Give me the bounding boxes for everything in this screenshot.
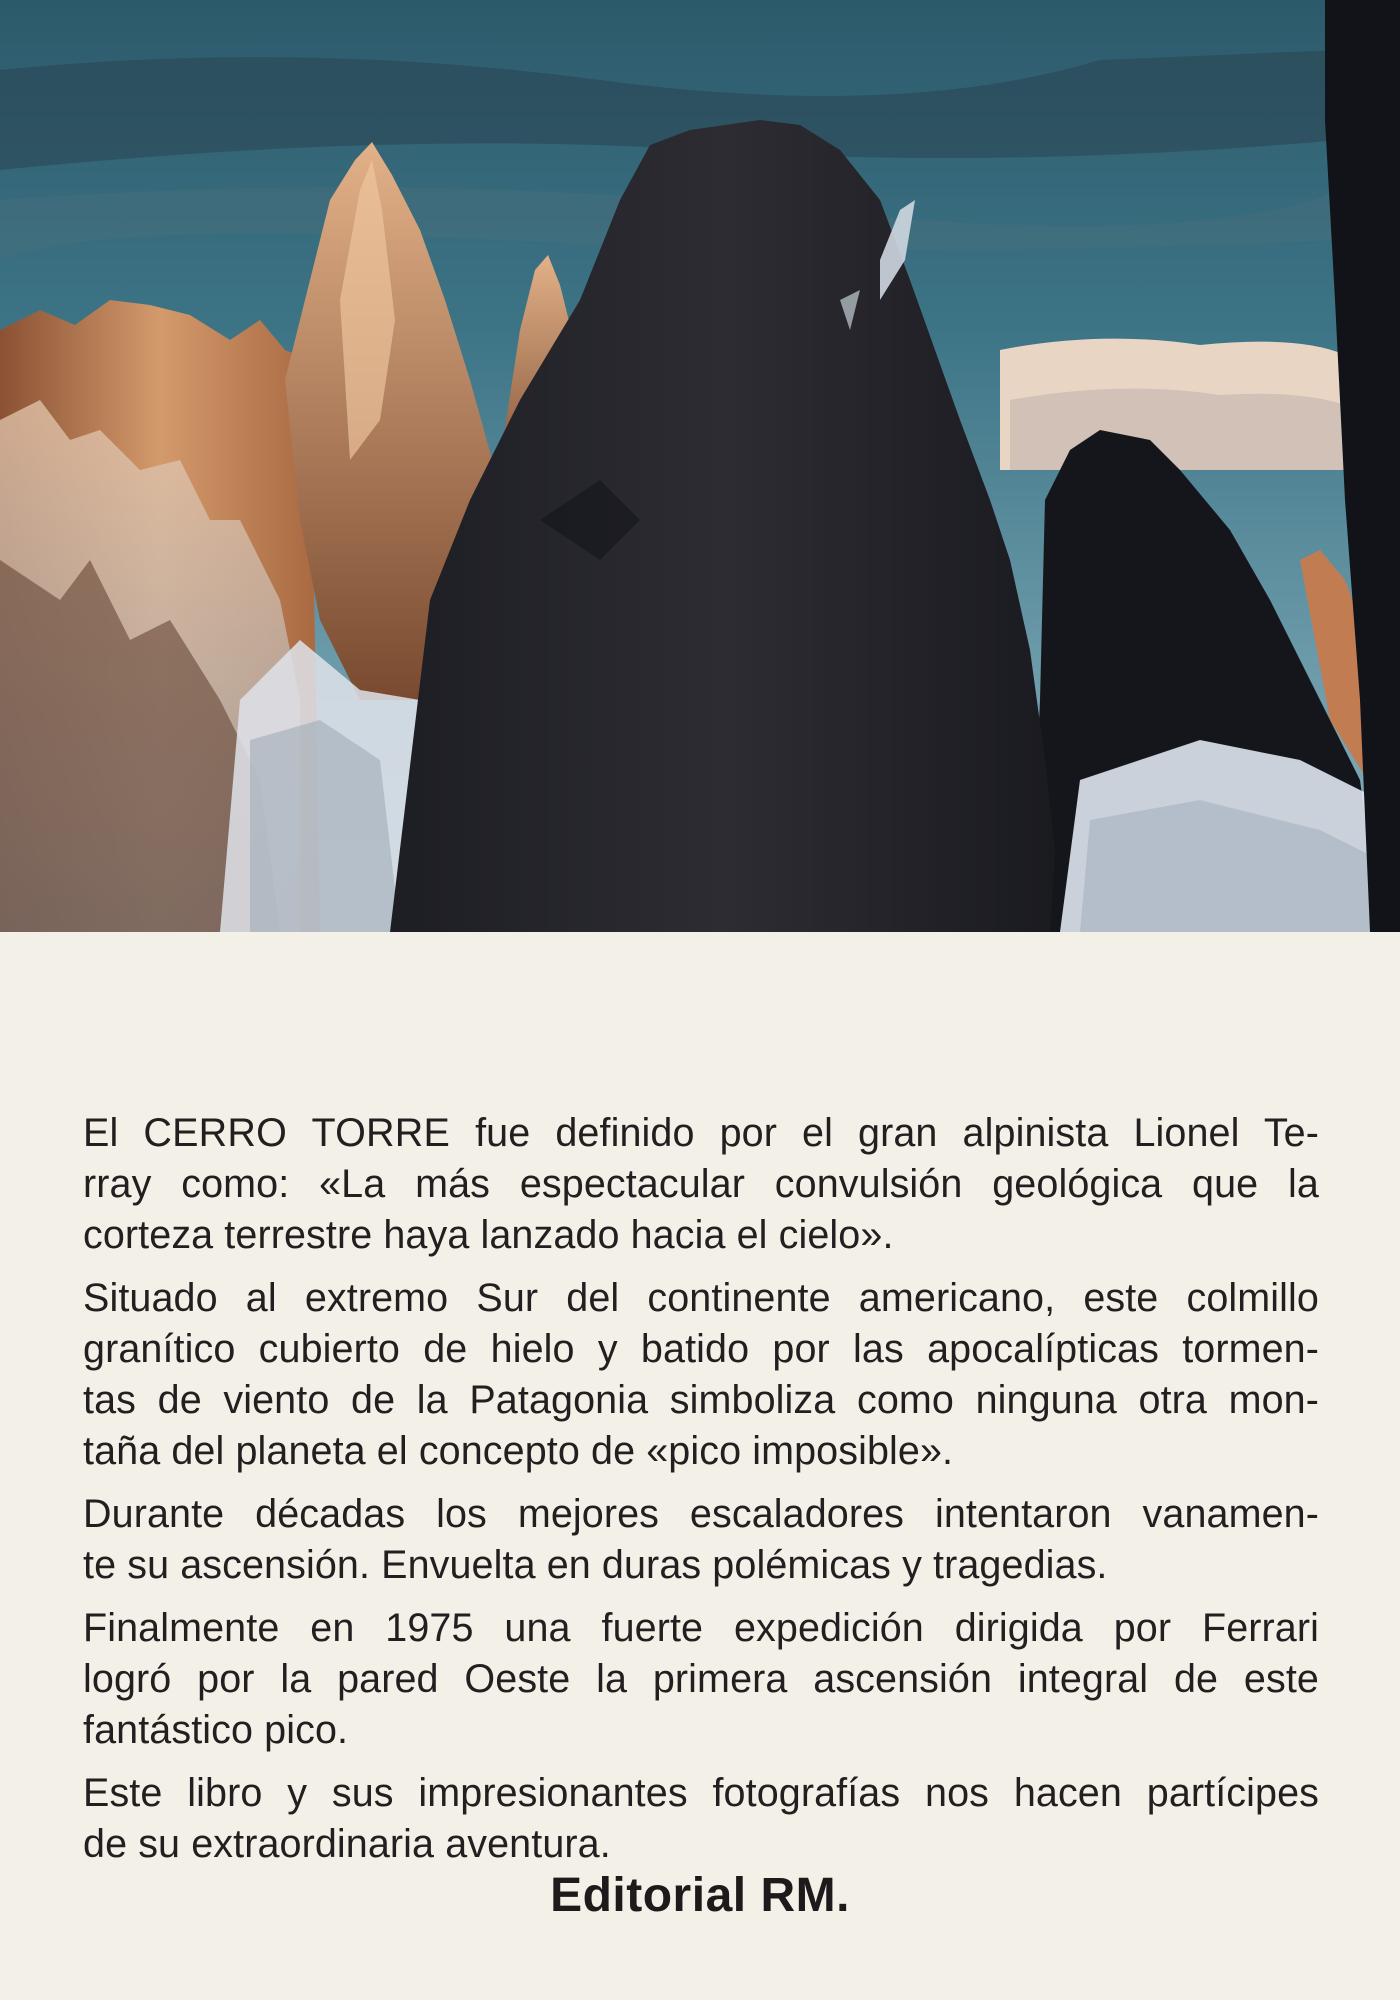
blurb-line: tas de viento de la Patagonia simboliza como ninguna otra mon-: [83, 1378, 1319, 1422]
blurb-paragraph: [83, 1489, 1319, 1591]
blurb-line: corteza terrestre haya lanzado hacia el cielo».: [83, 1213, 894, 1257]
blurb-paragraph: [83, 1603, 1319, 1756]
blurb-paragraph: [83, 1273, 1319, 1477]
blurb-line: logró por la pared Oeste la primera ascensión integral de este: [83, 1657, 1319, 1701]
blurb-line: [83, 1108, 1319, 1159]
blurb-line: Este libro y sus impresionantes fotografías nos hacen partícipes: [83, 1771, 1319, 1815]
blurb-line: de su extraordinaria aventura.: [83, 1822, 611, 1866]
blurb-paragraph: [83, 1108, 1319, 1261]
blurb-line: fantástico pico.: [83, 1708, 349, 1752]
back-cover-blurb: [83, 1108, 1319, 1882]
blurb-line: rray como: «La más espectacular convulsión geológica que la: [83, 1162, 1319, 1206]
blurb-text: fue definido por el gran alpinista Lionel Te-: [450, 1111, 1319, 1155]
cover-photo: [0, 0, 1400, 932]
blurb-line: granítico cubierto de hielo y batido por las apocalípticas tormen-: [83, 1327, 1319, 1371]
blurb-paragraph: [83, 1768, 1319, 1870]
blurb-line: Durante décadas los mejores escaladores intentaron vanamen-: [83, 1492, 1319, 1536]
blurb-line: te su ascensión. Envuelta en duras polémicas y tragedias.: [83, 1543, 1108, 1587]
blurb-text: El: [83, 1111, 144, 1155]
blurb-line: Situado al extremo Sur del continente americano, este colmillo: [83, 1276, 1319, 1320]
book-title-highlight: CERRO TORRE: [143, 1111, 451, 1155]
publisher-name: Editorial RM.: [550, 1869, 850, 1922]
blurb-line: taña del planeta el concepto de «pico imposible».: [83, 1429, 954, 1473]
blurb-line: Finalmente en 1975 una fuerte expedición dirigida por Ferrari: [83, 1606, 1319, 1650]
